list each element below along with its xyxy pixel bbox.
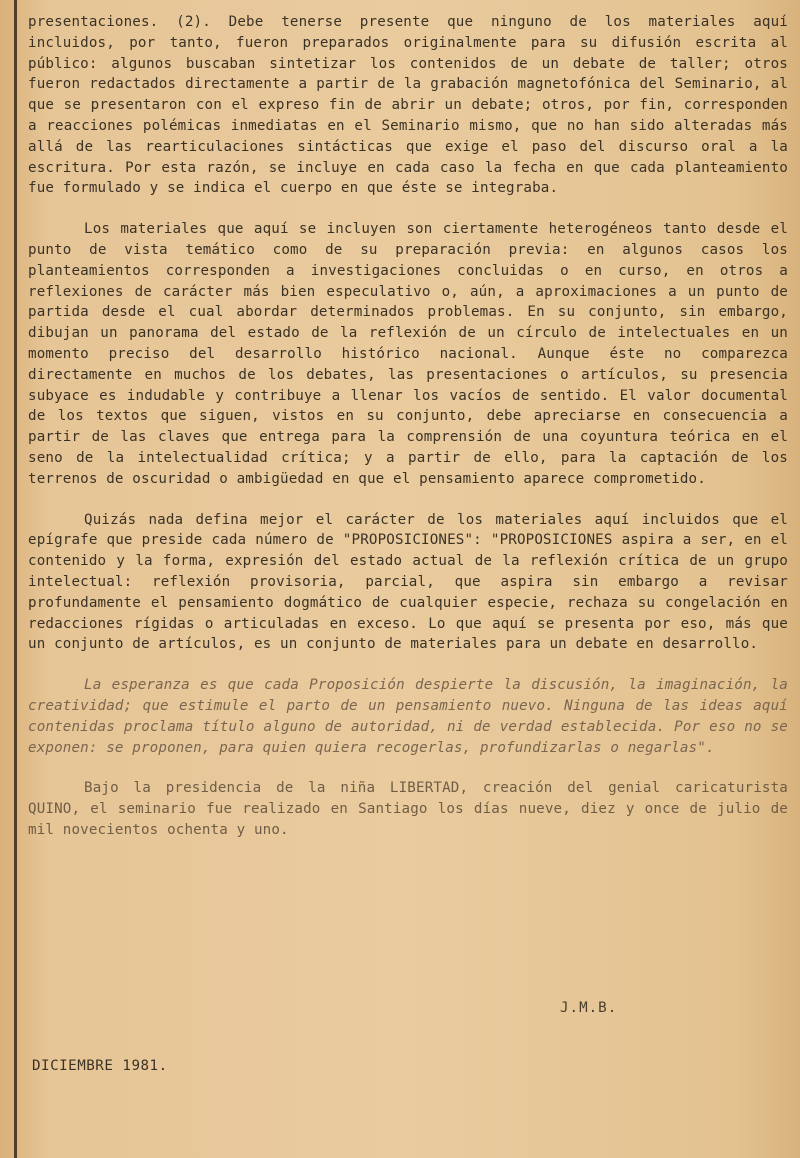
paragraph-5: Bajo la presidencia de la niña LIBERTAD, creación del genial caricaturista QUINO, el seminario fue realizado en Santiago los días nueve, diez y once de julio de mil novecientos ochenta y uno. [28,780,788,838]
document-body [28,12,788,861]
paragraph-1: presentaciones. (2). Debe tenerse presente que ninguno de los materiales aquí incluidos, por tanto, fueron preparados originalmente para su difusión escrita al público: algunos buscaban sintetizar los contenidos de un debate de taller; otros fueron redactados directamente a partir de la grabación magnetofónica del Seminario, al que se presentaron con el expreso fin de abrir un debate; otros, por fin, corresponden a reacciones polémicas inmediatas en el Seminario mismo, que no han sido alteradas más allá de las rearticulaciones sintácticas que exige el paso del discurso oral a la escritura. Por esta razón, se incluye en cada caso la fecha en que cada planteamiento fue formulado y se indica el cuerpo en que éste se integraba. [28,14,788,197]
paragraph-3-epigraph-intro: Quizás nada defina mejor el carácter de los materiales aquí incluidos que el epígrafe que preside cada número de "PROPOSICIONES": "PROPOSICIONES aspira a ser, en el contenido y la forma, expresión del estado actual de la reflexión crítica de un grupo intelectual: reflexión provisoria, parcial, que aspira sin embargo a revisar profundamente el pensamiento dogmático de cualquier especie, rechaza su congelación en redacciones rígidas o articuladas en exceso. Lo que aquí se presenta por eso, más que un conjunto de artículos, es un conjunto de materiales para un debate en desarrollo. [28,511,788,653]
date-line: DICIEMBRE 1981. [32,1058,168,1074]
paragraph-2: Los materiales que aquí se incluyen son ciertamente heterogéneos tanto desde el punto de vista temático como de su preparación previa: en algunos casos los planteamientos corresponden a investigaciones concluidas o en curso, en otros a reflexiones de carácter más bien especulativo o, aún, a aproximaciones a un punto de partida desde el cual abordar determinados problemas. En su conjunto, sin embargo, dibujan un panorama del estado de la reflexión de un círculo de intelectuales en un momento preciso del desarrollo histórico nacional. Aunque éste no comparezca directamente en muchos de los debates, las presentaciones o artículos, su presencia subyace es indudable y contribuye a llenar los vacíos de sentido. El valor documental de los textos que siguen, vistos en su conjunto, debe apreciarse en consecuencia a partir de las claves que entrega para la comprensión de una coyuntura teórica en el seno de la intelectualidad crítica; y a partir de ello, para la captación de los terrenos de oscuridad o ambigüedad en que el pensamiento aparece comprometido. [28,221,788,487]
paragraph-4-epigraph: La esperanza es que cada Proposición despierte la discusión, la imaginación, la creatividad; que estimule el parto de un pensamiento nuevo. Ninguna de las ideas aquí contenidas proclama título alguno de autoridad, ni de verdad establecida. Por eso no se exponen: se proponen, para quien quiera recogerlas, profundizarlas o negarlas". [28,677,788,756]
signature-initials: J.M.B. [560,1000,618,1016]
binding-edge-line [14,0,17,1158]
